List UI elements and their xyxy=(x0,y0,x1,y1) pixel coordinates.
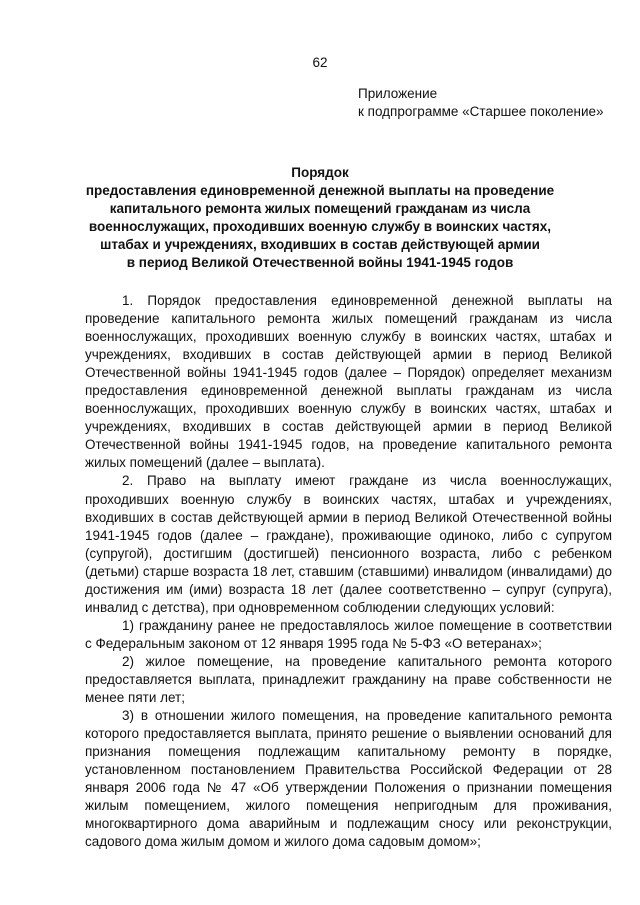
paragraph-1: 1. Порядок предоставления единовременной денежной выплаты на проведение капитального ремонта жилых помещений гражданам из числа военнослужащих, проходивших военную службу в воинских частях, штабах и учреждениях, входивших в состав действующей армии в период Великой Отечественной войны 1941-1945 годов (далее – Порядок) определяет механизм предоставления единовременной денежной выплаты гражданам из числа военнослужащих, проходивших военную службу в воинских частях, штабах и учреждениях, входивших в состав действующей армии в период Великой Отечественной войны 1941-1945 годов, на проведение капитального ремонта жилых помещений (далее – выплата). xyxy=(85,293,612,471)
title-line-4: военнослужащих, проходивших военную службу в воинских частях, xyxy=(88,219,552,234)
title-line-3: капитального ремонта жилых помещений гражданам из числа xyxy=(109,201,531,216)
appendix-note xyxy=(358,85,604,121)
title-line-5: штабах и учреждениях, входивших в состав действующей армии xyxy=(100,237,540,252)
condition-2: 2) жилое помещение, на проведение капитального ремонта которого предоставляется выплата, принадлежит гражданину на праве собственности не менее пяти лет; xyxy=(85,653,612,706)
condition-3: 3) в отношении жилого помещения, на проведение капитального ремонта которого предоставляется выплата, принято решение о выявлении оснований для признания помещения подлежащим капитальному ремонту в порядке, установленном постановлением Правительства Российской Федерации от 28 января 2006 года № 47 «Об утверждении Положения о признании помещения жилым помещением, жилого помещения непригодным для проживания, многоквартирного дома аварийным и подлежащим сносу или реконструкции, садового дома жилым домом и жилого дома садовым домом»; xyxy=(85,708,612,850)
condition-1: 1) гражданину ранее не предоставлялось жилое помещение в соответствии с Федеральным законом от 12 января 1995 года № 5-ФЗ «О ветеранах»; xyxy=(85,617,612,651)
title-line-1: Порядок xyxy=(291,165,349,180)
title-line-6: в период Великой Отечественной войны 1941-1945 годов xyxy=(126,255,514,270)
appendix-line-2: к подпрограмме «Старшее поколение» xyxy=(358,104,604,119)
document-title xyxy=(60,164,580,272)
paragraph-2: 2. Право на выплату имеют граждане из числа военнослужащих, проходивших военную службу в воинских частях, штабах и учреждениях, входивших в состав действующей армии в период Великой Отечественной войны 1941-1945 годов (далее – граждане), проживающие одиноко, либо с супругом (супругой), достигшим (достигшей) пенсионного возраста, либо с ребенком (детьми) старше возраста 18 лет, ставшим (ставшими) инвалидом (инвалидами) до достижения им (ими) возраста 18 лет (далее соответственно – супруг (супруга), инвалид с детства), при одновременном соблюдении следующих условий: xyxy=(85,473,612,615)
appendix-line-1: Приложение xyxy=(358,86,438,101)
document-body xyxy=(85,292,612,851)
page-number: 62 xyxy=(312,55,328,70)
title-line-2: предоставления единовременной денежной выплаты на проведение xyxy=(85,183,555,198)
